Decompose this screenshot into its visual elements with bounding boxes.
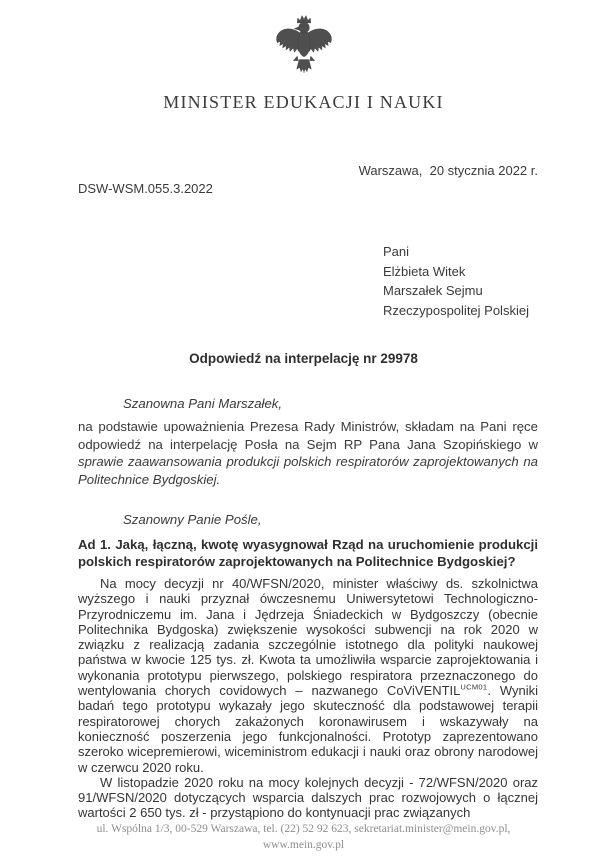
addressee-block <box>383 242 529 320</box>
intro-paragraph <box>78 418 538 488</box>
intro-text-italic: sprawie zaawansowania produkcji polskich respiratorów zaprojektowanych na Politechnice Bydgoskiej. <box>78 454 538 487</box>
footer-website: www.mein.gov.pl <box>262 839 345 851</box>
place-and-date: Warszawa, 20 stycznia 2022 r. <box>358 163 538 178</box>
para1-text-a: Na mocy decyzji nr 40/WFSN/2020, minister właściwy ds. szkolnictwa wyższego i nauki przyznał ówczesnemu Uniwersytetowi Technologiczno-Przyrodniczemu im. Jana i Jędrzeja Śniadeckich w Bydgoszczy (obecnie Politechnika Bydgoska) zwiększenie wysokości subwencji na rok 2020 w związku z realizacją zadania szczególnie istotnego dla polityki naukowej państwa w kwocie 125 tys. zł. Kwota ta umożliwiła wsparcie zaprojektowania i wykonania prototypu pierwszego, polskiego respiratora przeznaczonego do wentylowania chorych covidowych – nazwanego CoViVENTIL <box>78 576 538 699</box>
para1-text-b: . Wyniki badań tego prototypu wykazały jego skuteczność dla podstawowej terapii respiratorowej chorych zakażonych koronawirusem i wskazywały na konieczność poszerzenia jego funkcjonalności. Prototyp zaprezentowano szeroko wicepremierowi, wiceministrom edukacji i nauki oraz obrony narodowej w czerwcu 2020 roku. <box>78 683 538 775</box>
addressee-line: Pani <box>383 244 410 259</box>
addressee-line: Marszałek Sejmu <box>383 283 483 298</box>
body-paragraph-2: W listopadzie 2020 roku na mocy kolejnych decyzji - 72/WFSN/2020 oraz 91/WFSN/2020 dotyczących wsparcia dalszych prac rozwojowych o łącznej wartości 2 650 tys. zł - przystąpiono do kontynuacji prac związanych <box>78 774 538 821</box>
letter-body <box>78 576 538 821</box>
footer-address-line: ul. Wspólna 1/3, 00-529 Warszawa, tel. (22) 52 92 623, sekretariat.minister@mein.gov.pl, <box>96 823 511 835</box>
intro-text-regular: na podstawie upoważnienia Prezesa Rady Ministrów, składam na Pani ręce odpowiedź na interpelację Posła na Sejm RP Pana Jana Szopińskiego w <box>78 419 538 452</box>
question-heading: Ad 1. Jaką, łączną, kwotę wyasygnował Rząd na uruchomienie produkcji polskich respiratorów zaprojektowanych na Politechnice Bydgoskiej? <box>78 537 538 569</box>
salutation-posel: Szanowny Panie Pośle, <box>123 512 262 527</box>
salutation-marszalek: Szanowna Pani Marszałek, <box>123 396 283 411</box>
reference-number: DSW-WSM.055.3.2022 <box>78 181 213 196</box>
body-paragraph-1 <box>78 576 538 775</box>
letter-footer <box>0 821 607 853</box>
polish-eagle-emblem <box>275 12 333 84</box>
para1-superscript: UCM01 <box>460 682 488 692</box>
addressee-line: Elżbieta Witek <box>383 263 466 279</box>
addressee-line: Rzeczypospolitej Polskiej <box>383 302 529 318</box>
letter-subject: Odpowiedź na interpelację nr 29978 <box>189 351 418 366</box>
ministry-title: MINISTER EDUKACJI I NAUKI <box>163 92 444 112</box>
